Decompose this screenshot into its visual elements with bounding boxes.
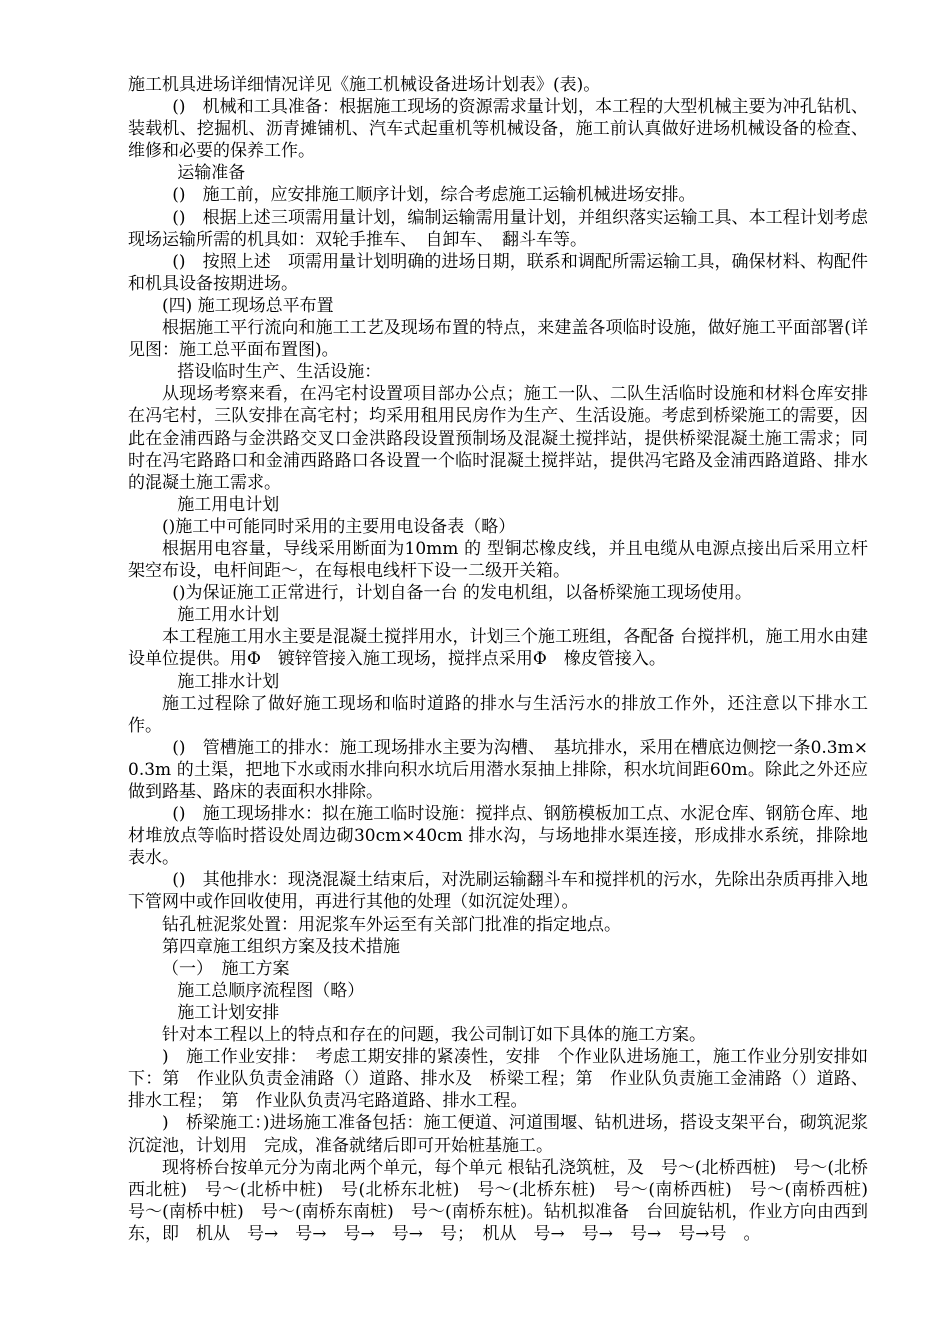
paragraph: （一） 施工方案 [162, 958, 290, 979]
paragraph: 施工机具进场详细情况详见《施工机械设备进场计划表》(表)。 [128, 75, 601, 95]
paragraph: ) 桥梁施工：)进场施工准备包括：施工便道、河道围堰、钻机进场，搭设支架平台，砌筑泥浆沉淀池，计划用 完成，准备就绪后即可开始桩基施工。 [128, 1113, 868, 1156]
paragraph: () 施工前，应安排施工顺序计划，综合考虑施工运输机械进场安排。 [172, 185, 696, 206]
paragraph: 运输准备 [177, 163, 246, 184]
paragraph: ) 施工作业安排： 考虑工期安排的紧凑性，安排 个作业队进场施工，施工作业分别安排如下：第 作业队负责金浦路（）道路、排水及 桥梁工程；第 作业队负责施工金浦路（）道路、排水工程； 第 作业队负责冯宅路道路、排水工程。 [128, 1047, 868, 1112]
paragraph: () 管槽施工的排水：施工现场排水主要为沟槽、 基坑排水，采用在槽底边侧挖一条0.3m×0.3m 的土渠，把地下水或雨水排向积水坑后用潜水泵抽上排除，积水坑间距60m。除此之外还应做到路基、路床的表面积水排除。 [128, 737, 868, 802]
paragraph: 施工计划安排 [177, 1002, 280, 1023]
paragraph: 施工排水计划 [177, 671, 280, 692]
paragraph: 第四章施工组织方案及技术措施 [162, 936, 400, 957]
paragraph: () 机械和工具准备：根据施工现场的资源需求量计划，本工程的大型机械主要为冲孔钻机、装载机、挖掘机、沥青摊铺机、汽车式起重机等机械设备，施工前认真做好进场机械设备的检查、维修和必要的保养工作。 [128, 97, 868, 162]
paragraph: 施工总顺序流程图（略） [177, 980, 365, 1001]
paragraph: 从现场考察来看，在冯宅村设置项目部办公点；施工一队、二队生活临时设施和材料仓库安排在冯宅村，三队安排在高宅村；均采用租用民房作为生产、生活设施。考虑到桥梁施工的需要，因此在金浦西路与金洪路交叉口金洪路段设置预制场及混凝土搅拌站，提供桥梁混凝土施工需求；同时在冯宅路路口和金浦西路路口各设置一个临时混凝土搅拌站，提供冯宅路及金浦西路道路、排水的混凝土施工需求。 [128, 384, 868, 493]
paragraph: 根据用电容量，导线采用断面为10mm 的 型铜芯橡皮线，并且电缆从电源点接出后采用立杆架空布设，电杆间距～，在每根电线杆下设一二级开关箱。 [128, 538, 868, 582]
paragraph: () 按照上述 项需用量计划明确的进场日期，联系和调配所需运输工具，确保材料、构配件和机具设备按期进场。 [128, 251, 868, 294]
paragraph: () 其他排水：现浇混凝土结束后，对洗刷运输翻斗车和搅拌机的污水，先除出杂质再排入地下管网中或作回收使用，再进行其他的处理（如沉淀处理）。 [128, 870, 868, 913]
paragraph: 现将桥台按单元分为南北两个单元，每个单元 根钻孔浇筑桩，及 号～(北桥西桩) 号～(北桥西北桩) 号～(北桥中桩) 号(北桥东北桩) 号～(北桥东桩) 号～(南桥西桩) 号～(南桥西桩) 号～(南桥中桩) 号～(南桥东南桩) 号～(南桥东桩)。钻机拟准备 台回旋钻机，作业方向由西到东，即 机从 号→ 号→ 号→ 号→ 号； 机从 号→ 号→ 号→ 号→号 。 [128, 1157, 885, 1244]
paragraph: 施工用电计划 [177, 494, 280, 515]
paragraph: 钻孔桩泥浆处置：用泥浆车外运至有关部门批准的指定地点。 [162, 914, 621, 935]
document-page [128, 74, 885, 1245]
paragraph: (四) 施工现场总平布置 [162, 295, 334, 316]
paragraph: 针对本工程以上的特点和存在的问题，我公司制订如下具体的施工方案。 [162, 1025, 706, 1046]
paragraph: 施工过程除了做好施工现场和临时道路的排水与生活污水的排放工作外，还注意以下排水工作。 [128, 693, 868, 736]
paragraph: ()施工中可能同时采用的主要用电设备表（略） [162, 516, 516, 537]
paragraph: 施工用水计划 [177, 605, 280, 626]
paragraph: () 根据上述三项需用量计划，编制运输需用量计划，并组织落实运输工具、本工程计划考虑现场运输所需的机具如：双轮手推车、 自卸车、 翻斗车等。 [128, 207, 868, 250]
paragraph: () 施工现场排水：拟在施工临时设施：搅拌点、钢筋模板加工点、水泥仓库、钢筋仓库、地材堆放点等临时搭设处周边砌30cm×40cm 排水沟，与场地排水渠连接，形成排水系统，排除地表水。 [128, 804, 868, 869]
paragraph: 本工程施工用水主要是混凝土搅拌用水，计划三个施工班组，各配备 台搅拌机，施工用水由建设单位提供。用Φ 镀锌管接入施工现场，搅拌点采用Φ 橡皮管接入。 [128, 627, 868, 670]
paragraph: ()为保证施工正常进行，计划自备一台 的发电机组，以备桥梁施工现场使用。 [172, 583, 752, 604]
paragraph: 搭设临时生产、生活设施： [177, 362, 382, 383]
paragraph: 根据施工平行流向和施工工艺及现场布置的特点，来建盖各项临时设施，做好施工平面部署(详见图：施工总平面布置图)。 [128, 318, 868, 361]
